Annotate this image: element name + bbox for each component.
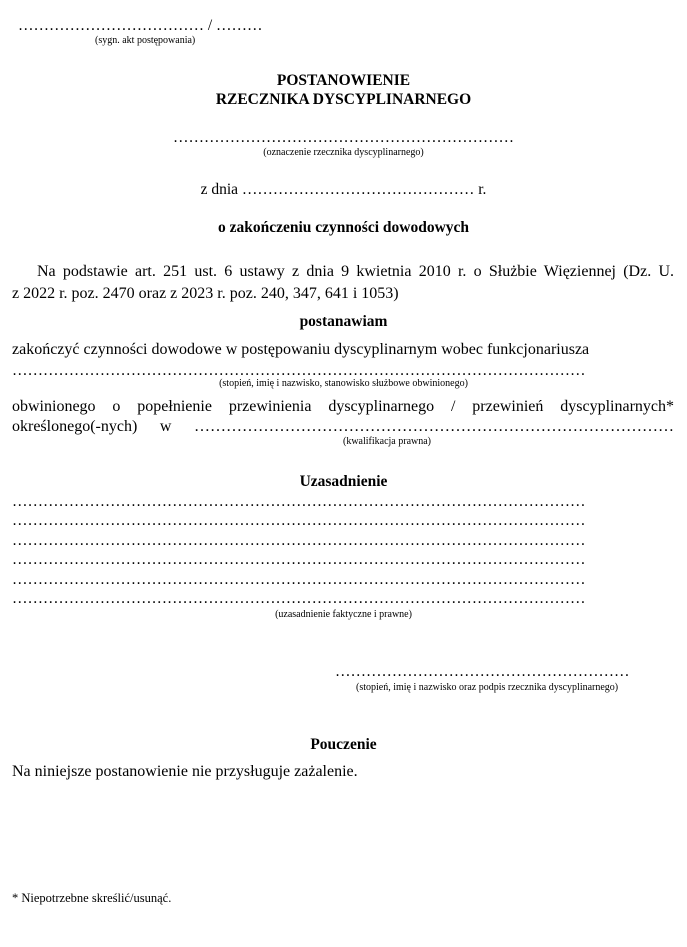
instruction-heading: Pouczenie bbox=[310, 736, 377, 753]
legal-basis-line-1 bbox=[37, 263, 674, 281]
decision-line-3-text: określonego(-nych) w ……………………………………………………………………………… bbox=[12, 418, 674, 435]
instruction-text: Na niniejsze postanowienie nie przysługuje zażalenie. bbox=[12, 763, 358, 780]
legal-basis-line-2: z 2022 r. poz. 2470 oraz z 2023 r. poz. 240, 347, 641 i 1053) bbox=[12, 285, 399, 302]
decision-line-1: zakończyć czynności dowodowe w postępowaniu dyscyplinarnym wobec funkcjonariusza bbox=[12, 341, 590, 358]
decision-heading: postanawiam bbox=[299, 313, 388, 330]
decision-caption-2: (kwalifikacja prawna) bbox=[343, 436, 432, 447]
decision-line-2 bbox=[12, 398, 674, 416]
decision-dots-1-text: ………………………………………………………………………………………………… bbox=[12, 362, 586, 379]
signature-caption: (stopień, imię i nazwisko oraz podpis rzecznika dyscyplinarnego) bbox=[356, 682, 619, 693]
justification-line bbox=[12, 571, 674, 589]
officer-designation-caption: (oznaczenie rzecznika dyscyplinarnego) bbox=[263, 147, 424, 158]
signature-line bbox=[335, 663, 674, 681]
justification-caption: (uzasadnienie faktyczne i prawne) bbox=[275, 609, 412, 620]
signature-line-text: ………………………………………………… bbox=[335, 663, 630, 680]
case-ref-line: ……………………………… / ……… bbox=[18, 17, 263, 34]
footnote: * Niepotrzebne skreślić/usunąć. bbox=[12, 891, 172, 905]
decision-line-2-text: obwinionego o popełnienie przewinienia dyscyplinarnego / przewinień dyscyplinarnych* bbox=[12, 398, 674, 415]
justification-line-text: ………………………………………………………………………………………………… bbox=[12, 590, 586, 607]
subject-line: o zakończeniu czynności dowodowych bbox=[217, 219, 470, 236]
justification-line-text: ………………………………………………………………………………………………… bbox=[12, 551, 586, 568]
justification-line-text: ………………………………………………………………………………………………… bbox=[12, 493, 586, 510]
case-ref-caption: (sygn. akt postępowania) bbox=[95, 35, 196, 46]
justification-line bbox=[12, 532, 674, 550]
date-line: z dnia ……………………………………… r. bbox=[200, 181, 487, 198]
decision-caption-1: (stopień, imię i nazwisko, stanowisko służbowe obwinionego) bbox=[219, 378, 468, 389]
justification-line-text: ………………………………………………………………………………………………… bbox=[12, 512, 586, 529]
justification-line bbox=[12, 512, 674, 530]
legal-basis-text-1: Na podstawie art. 251 ust. 6 ustawy z dnia 9 kwietnia 2010 r. o Służbie Więziennej (Dz. U. bbox=[37, 263, 674, 280]
justification-line bbox=[12, 551, 674, 569]
justification-line bbox=[12, 493, 674, 511]
officer-designation-line: ………………………………………………………… bbox=[173, 129, 514, 146]
justification-line bbox=[12, 590, 674, 608]
justification-line-text: ………………………………………………………………………………………………… bbox=[12, 571, 586, 588]
decision-line-3 bbox=[12, 418, 674, 436]
justification-line-text: ………………………………………………………………………………………………… bbox=[12, 532, 586, 549]
title-line-1: POSTANOWIENIE bbox=[276, 72, 411, 89]
justification-heading: Uzasadnienie bbox=[299, 473, 388, 490]
title-line-2: RZECZNIKA DYSCYPLINARNEGO bbox=[215, 91, 472, 108]
